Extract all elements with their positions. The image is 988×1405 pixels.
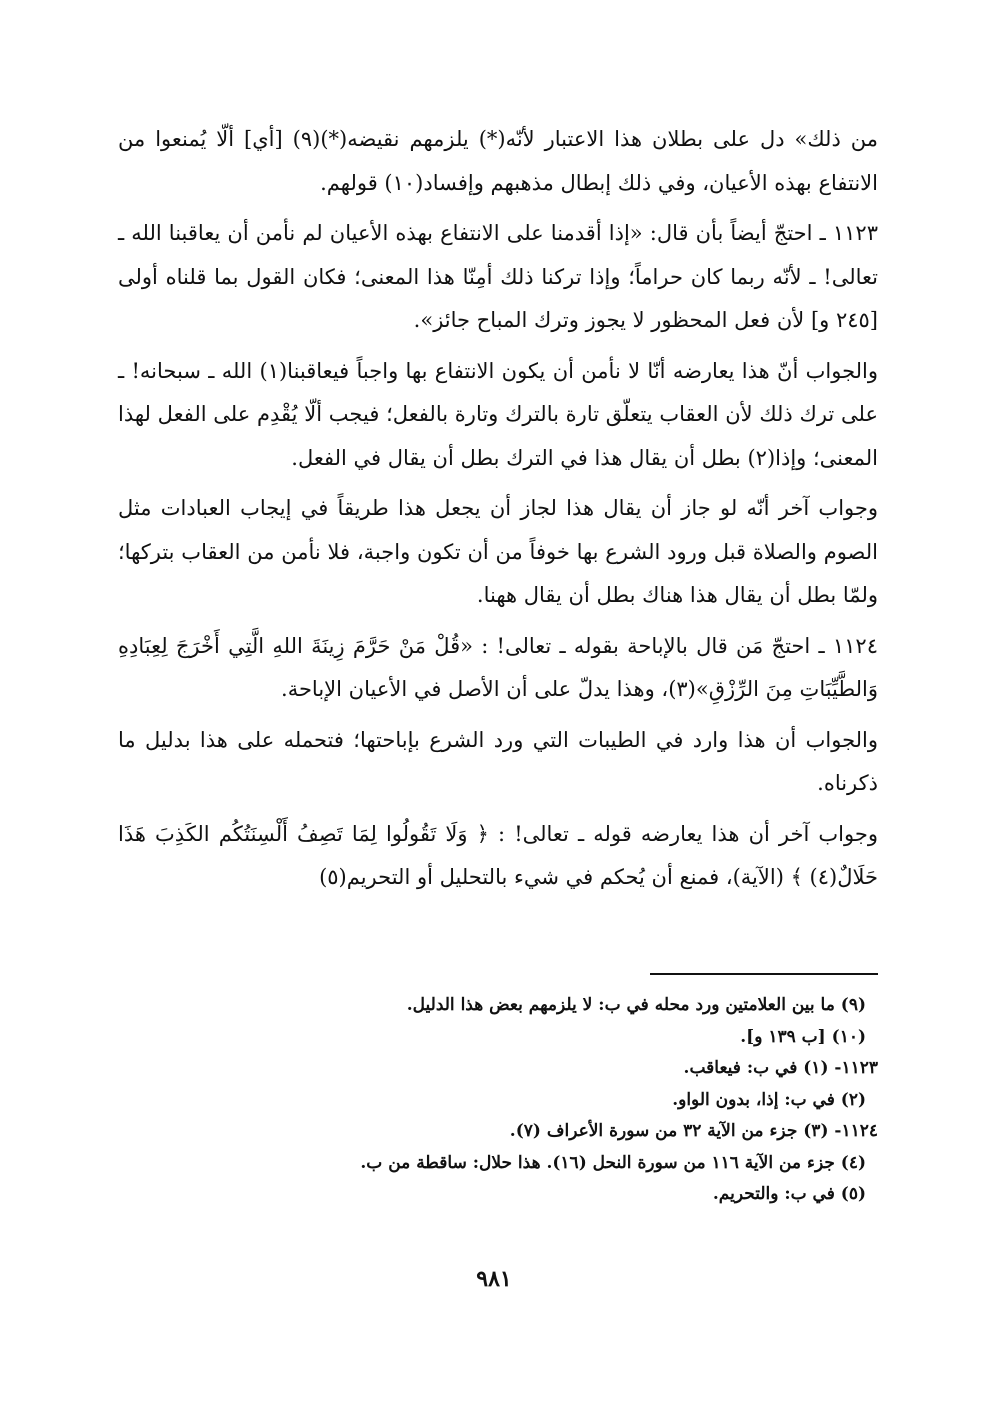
footnote: (٤) جزء من الآية ١١٦ من سورة النحل (١٦). هذا حلال: ساقطة من ب. [360, 1152, 866, 1173]
footnote: ١١٢٤- (٣) جزء من الآية ٣٢ من سورة الأعراف (٧). [509, 1121, 878, 1141]
paragraph: من ذلك» دل على بطلان هذا الاعتبار لأنّه(*) يلزمهم نقيضه(*)(٩) [أي] ألّا يُمنعوا من الانتفاع بهذه الأعيان، وفي ذلك إبطال مذهبهم وإفساد(١٠) قولهم. [118, 127, 878, 195]
paragraph-1123: ١١٢٣ ـ احتجّ أيضاً بأن قال: «إذا أقدمنا على الانتفاع بهذه الأعيان لم نأمن أن يعاقبنا الله ـ تعالى! ـ لأنّه ربما كان حراماً؛ وإذا تركنا ذلك أمِنّا هذا المعنى؛ فكان القول بما قلناه أولى [٢٤٥ و] لأن فعل المحظور لا يجوز وترك المباح جائز». [118, 221, 878, 332]
footnotes [118, 990, 878, 1211]
footnote: ١١٢٣- (١) في ب: فيعاقب. [683, 1058, 878, 1078]
footnote-separator [650, 973, 878, 975]
paragraph: والجواب أن هذا وارد في الطيبات التي ورد الشرع بإباحتها؛ فتحمله على هذا بدليل ما ذكرناه. [118, 727, 878, 795]
main-text [118, 118, 878, 907]
footnote: (٩) ما بين العلامتين ورد محله في ب: لا يلزمهم بعض هذا الدليل. [406, 995, 866, 1015]
footnote: (١٠) [ب ١٣٩ و]. [740, 1026, 866, 1047]
paragraph-1124: ١١٢٤ ـ احتجّ مَن قال بالإباحة بقوله ـ تعالى! : «قُلْ مَنْ حَرَّمَ زِينَةَ اللهِ الَّتِي أَخْرَجَ لِعِبَادِهِ وَالطَّيِّبَاتِ مِنَ الرِّزْقِ»(٣)، وهذا يدلّ على أن الأصل في الأعيان الإباحة. [118, 633, 878, 701]
page-number: ٩٨١ [476, 1266, 512, 1292]
footnote: (٥) في ب: والتحريم. [712, 1184, 866, 1204]
paragraph: والجواب أنّ هذا يعارضه أنّا لا نأمن أن يكون الانتفاع بها واجباً فيعاقبنا(١) الله ـ سبحانه! ـ على ترك ذلك لأن العقاب يتعلّق تارة بالترك وتارة بالفعل؛ فيجب ألّا يُقْدِم على الفعل لهذا المعنى؛ وإذا(٢) بطل أن يقال هذا في الترك بطل أن يقال في الفعل. [118, 358, 878, 470]
paragraph: وجواب آخر أنّه لو جاز أن يقال هذا لجاز أن يجعل هذا طريقاً في إيجاب العبادات مثل الصوم والصلاة قبل ورود الشرع بها خوفاً من أن تكون واجبة، فلا نأمن من العقاب بتركها؛ ولمّا بطل أن يقال هذا هناك بطل أن يقال ههنا. [118, 496, 878, 607]
paragraph: وجواب آخر أن هذا يعارضه قوله ـ تعالى! : ﴿ وَلَا تَقُولُوا لِمَا تَصِفُ أَلْسِنَتُكُم الكَذِبَ هَذَا حَلَالٌ(٤) ﴾ (الآية)، فمنع أن يُحكم في شيء بالتحليل أو التحريم(٥) [118, 821, 878, 889]
footnote: (٢) في ب: إذا، بدون الواو. [672, 1089, 866, 1110]
